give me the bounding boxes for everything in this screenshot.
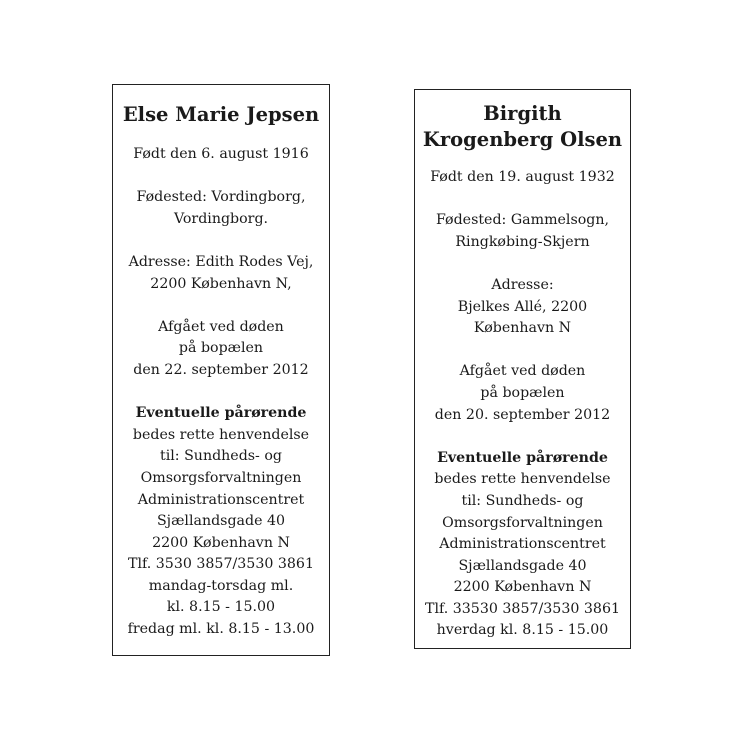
death-line: den 22. september 2012: [133, 361, 309, 378]
death-notice-birgith-krogenberg-olsen: [414, 89, 631, 649]
deceased-name: [415, 101, 630, 153]
address-line: København N: [473, 320, 572, 337]
contact-line: 2200 København N: [453, 579, 592, 596]
deceased-name: [113, 102, 329, 128]
contact-line: mandag-torsdag ml.: [148, 577, 294, 594]
address-line: Adresse: Edith Rodes Vej,: [128, 253, 314, 270]
contact-line: fredag ml. kl. 8.15 - 13.00: [127, 621, 315, 638]
contact-line: til: Sundheds- og: [160, 448, 282, 465]
name-line: Birgith: [483, 102, 562, 125]
contact-line: Omsorgsforvaltningen: [442, 514, 603, 531]
death-line: Afgået ved døden: [459, 363, 586, 380]
contact-line: Administrationscentret: [137, 491, 305, 508]
death-notice-else-marie-jepsen: [112, 84, 330, 656]
name-line: Else Marie Jepsen: [122, 103, 320, 126]
contact-line: Omsorgsforvaltningen: [140, 469, 302, 486]
name-line: Krogenberg Olsen: [422, 128, 623, 151]
contact-line: kl. 8.15 - 15.00: [166, 599, 276, 616]
contact-line: Tlf. 3530 3857/3530 3861: [128, 556, 314, 573]
birthplace-line: Fødested: Vordingborg,: [136, 189, 306, 206]
death-line: Afgået ved døden: [158, 318, 284, 335]
contact-heading: Eventuelle pårørende: [135, 405, 307, 422]
contact-line: til: Sundheds- og: [461, 492, 584, 509]
death-line: på bopælen: [480, 384, 565, 401]
birth-date: Født den 19. august 1932: [430, 169, 615, 185]
birthplace-line: Vordingborg.: [173, 210, 269, 227]
contact-line: Sjællandsgade 40: [156, 513, 286, 530]
address-line: Bjelkes Allé, 2200: [457, 298, 588, 315]
contact-line: Tlf. 33530 3857/3530 3861: [424, 600, 620, 617]
death-line: på bopælen: [178, 340, 264, 357]
birth-date: Født den 6. august 1916: [133, 146, 309, 162]
birthplace-line: Fødested: Gammelsogn,: [435, 212, 610, 229]
contact-line: 2200 København N: [152, 534, 290, 551]
death-line: den 20. september 2012: [434, 406, 611, 423]
contact-line: Administrationscentret: [439, 536, 606, 553]
birthplace-line: Ringkøbing-Skjern: [455, 233, 590, 250]
contact-heading: Eventuelle pårørende: [437, 449, 608, 466]
contact-line: hverdag kl. 8.15 - 15.00: [436, 622, 609, 639]
contact-line: bedes rette henvendelse: [132, 426, 310, 443]
address-line: 2200 København N,: [150, 275, 292, 292]
contact-line: bedes rette henvendelse: [434, 471, 611, 488]
address-line: Adresse:: [491, 276, 554, 293]
contact-line: Sjællandsgade 40: [458, 557, 587, 574]
